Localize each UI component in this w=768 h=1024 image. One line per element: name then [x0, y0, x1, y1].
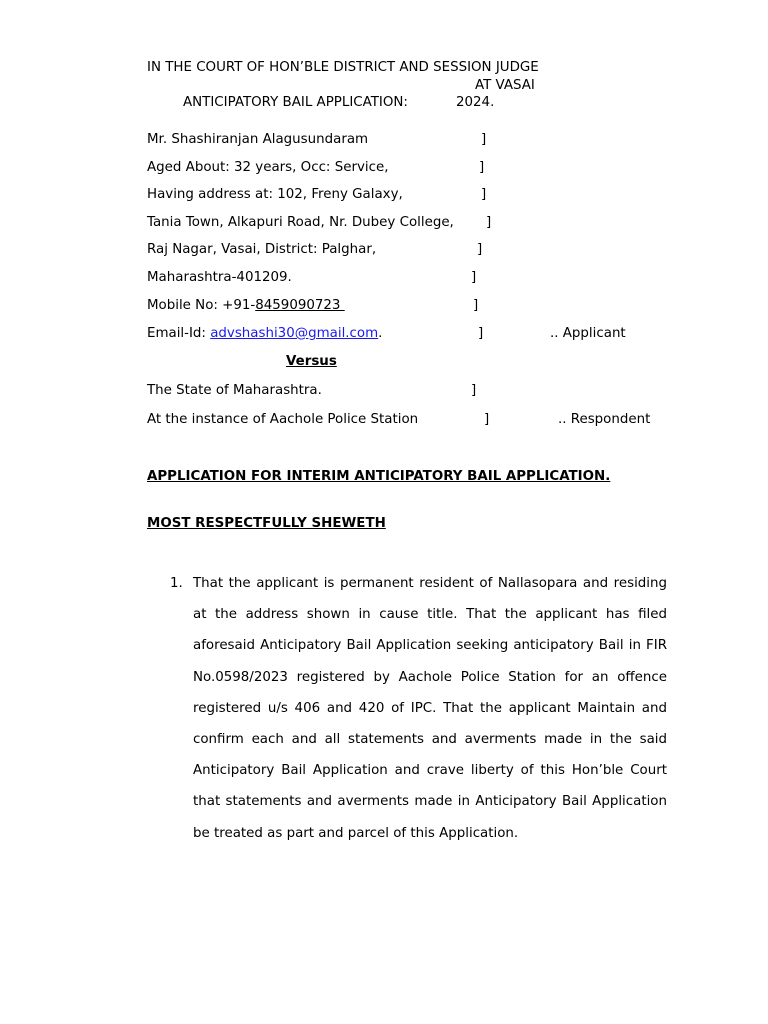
cause-title-bracket: ] — [484, 412, 490, 427]
cause-title-bracket: ] — [486, 215, 492, 230]
applicant-age-occupation: Aged About: 32 years, Occ: Service, — [147, 160, 389, 175]
paragraph-body: That the applicant is permanent resident of Nallasopara and residing at the address shown in cause title. That the applicant has filed aforesaid Anticipatory Bail Application seeking anticipatory Bail in FIR No.0598/2023 registered by Aachole Police Station for an offence registered u/s 406 and 420 of IPC. That the applicant Maintain and confirm each and all statements and averments made in the said Anticipatory Bail Application and crave liberty of this Hon’ble Court that statements and averments made in Anticipatory Bail Application be treated as part and parcel of this Application. — [193, 576, 667, 841]
applicant-mobile — [147, 297, 345, 315]
applicant-role: .. Applicant — [550, 326, 626, 341]
court-location: AT VASAI — [475, 78, 535, 93]
court-title: IN THE COURT OF HON’BLE DISTRICT AND SESSION JUDGE — [147, 60, 539, 75]
email-suffix: . — [378, 326, 383, 341]
mobile-label: Mobile No: +91- — [147, 298, 256, 313]
applicant-email — [147, 325, 382, 343]
cause-title-bracket: ] — [479, 160, 485, 175]
applicant-address-line-2: Tania Town, Alkapuri Road, Nr. Dubey College, — [147, 215, 454, 230]
email-label: Email-Id: — [147, 326, 211, 341]
applicant-address-line-3: Raj Nagar, Vasai, District: Palghar, — [147, 242, 377, 257]
versus-label: Versus — [286, 354, 337, 369]
cause-title-bracket: ] — [481, 187, 487, 202]
cause-title-bracket: ] — [481, 132, 487, 147]
paragraph-number: 1. — [170, 576, 183, 591]
respondent-name: The State of Maharashtra. — [147, 383, 322, 398]
cause-title-bracket: ] — [478, 326, 484, 341]
application-title-heading: APPLICATION FOR INTERIM ANTICIPATORY BAIL APPLICATION. — [147, 469, 611, 484]
respondent-role: .. Respondent — [558, 412, 651, 427]
applicant-name: Mr. Shashiranjan Alagusundaram — [147, 132, 369, 147]
respondent-instance: At the instance of Aachole Police Station — [147, 412, 419, 427]
applicant-address-line-1: Having address at: 102, Freny Galaxy, — [147, 187, 403, 202]
application-label: ANTICIPATORY BAIL APPLICATION: — [183, 95, 408, 110]
cause-title-bracket: ] — [477, 242, 483, 257]
cause-title-bracket: ] — [473, 298, 479, 313]
mobile-number: 8459090723 — [255, 298, 345, 313]
cause-title-bracket: ] — [471, 270, 477, 285]
cause-title-bracket: ] — [471, 383, 477, 398]
respectfully-sheweth-heading: MOST RESPECTFULLY SHEWETH — [147, 516, 386, 531]
applicant-address-line-4: Maharashtra-401209. — [147, 270, 292, 285]
email-link[interactable]: advshashi30@gmail.com — [210, 326, 379, 341]
application-year: 2024. — [456, 95, 495, 110]
